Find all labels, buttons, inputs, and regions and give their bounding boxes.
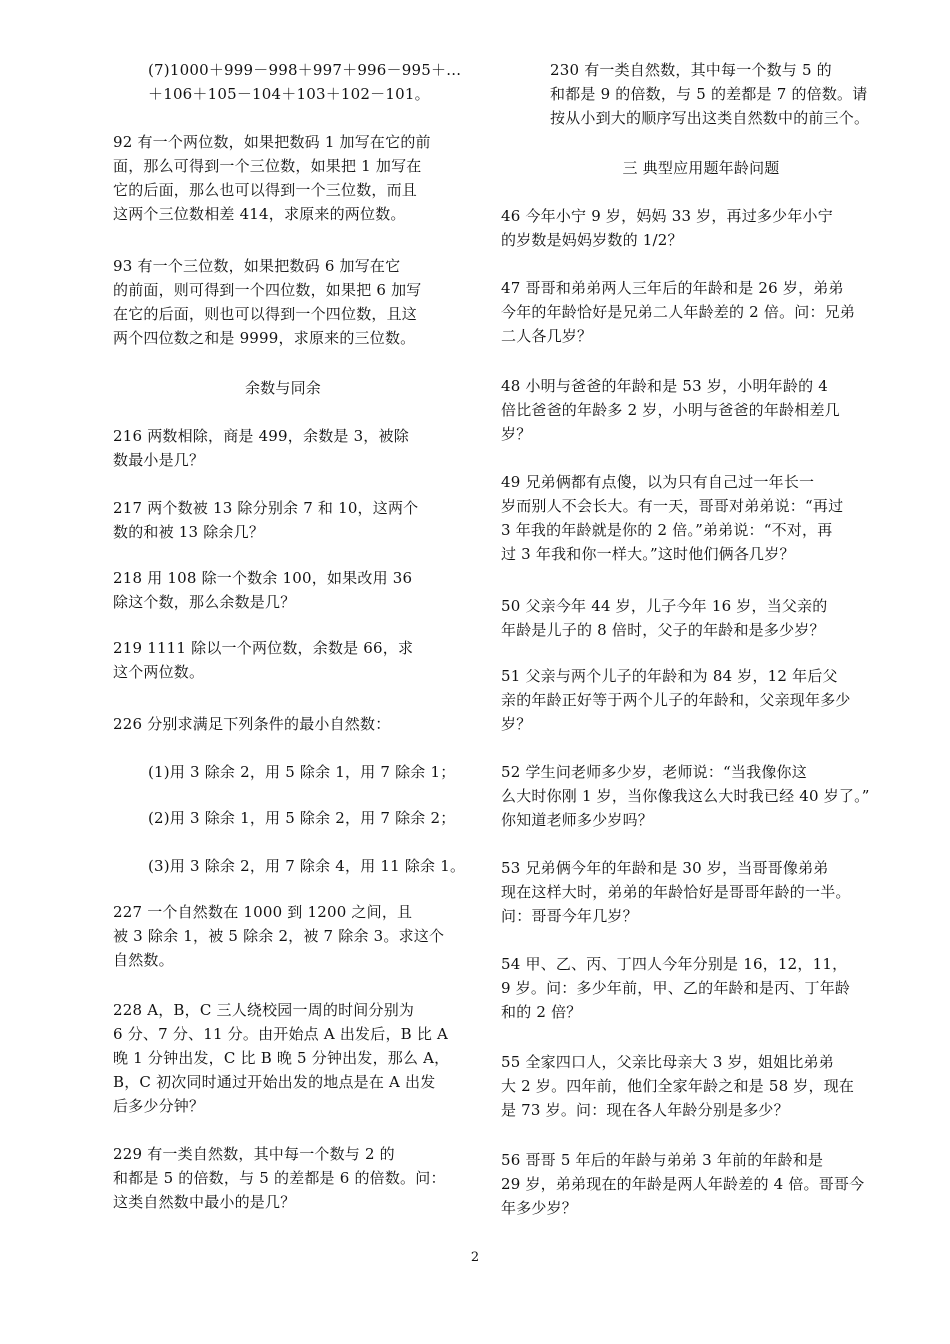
problem-51: 51 父亲与两个儿子的年龄和为 84 岁，12 年后父 亲的年龄正好等于两个儿子的年龄和，父亲现年多少 岁？ [501, 667, 851, 733]
problem-226: 226 分别求满足下列条件的最小自然数： [113, 715, 391, 733]
problem-56: 56 哥哥 5 年后的年龄与弟弟 3 年前的年龄和是 29 岁，弟弟现在的年龄是两人年龄差的 4 倍。哥哥今 年多少岁？ [501, 1151, 865, 1217]
page-number: 2 [470, 1250, 480, 1265]
problem-52: 52 学生问老师多少岁，老师说：“当我像你这 么大时你刚 1 岁，当你像我这么大时我已经 40 岁了。” 你知道老师多少岁吗？ [501, 763, 870, 829]
problem-47: 47 哥哥和弟弟两人三年后的年龄和是 26 岁，弟弟 今年的年龄恰好是兄弟二人年龄差的 2 倍。问：兄弟 二人各几岁？ [501, 279, 856, 345]
problem-228: 228 A，B，C 三人绕校园一周的时间分别为 6 分、7 分、11 分。由开始点 A 出发后，B 比 A 晚 1 分钟出发，C 比 B 晚 5 分钟出发，那么 A， B，C 初次同时通过开始出发的地点是在 A 出发 后多少分钟？ [113, 1001, 450, 1115]
problem-218: 218 用 108 除一个数余 100，如果改用 36 除这个数，那么余数是几？ [113, 569, 413, 611]
problem-227: 227 一个自然数在 1000 到 1200 之间，且 被 3 除余 1，被 5 除余 2，被 7 除余 3。求这个 自然数。 [113, 903, 445, 969]
problem-226-part-3: (3)用 3 除余 2，用 7 除余 4，用 11 除余 1。 [148, 857, 466, 875]
problem-50: 50 父亲今年 44 岁，儿子今年 16 岁，当父亲的 年龄是儿子的 8 倍时，父子的年龄和是多少岁？ [501, 597, 828, 639]
problem-49: 49 兄弟俩都有点傻，以为只有自己过一年长一 岁而别人不会长大。有一天，哥哥对弟弟说：“再过 3 年我的年龄就是你的 2 倍。”弟弟说：“不对，再 过 3 年我和你一样大。”这时他们俩各几岁？ [501, 473, 844, 563]
problem-92: 92 有一个两位数，如果把数码 1 加写在它的前 面，那么可得到一个三位数，如果把 1 加写在 它的后面，那么也可以得到一个三位数，而且 这两个三位数相差 414，求原来的两位数。 [113, 133, 431, 223]
problem-226-part-1: (1)用 3 除余 2，用 5 除余 1，用 7 除余 1； [148, 763, 456, 781]
problem-219: 219 1111 除以一个两位数，余数是 66，求 这个两位数。 [113, 639, 414, 681]
problem-226-part-2: (2)用 3 除余 1，用 5 除余 2，用 7 除余 2； [148, 809, 456, 827]
problem-53: 53 兄弟俩今年的年龄和是 30 岁，当哥哥像弟弟 现在这样大时，弟弟的年龄恰好是哥哥年龄的一半。 问：哥哥今年几岁？ [501, 859, 851, 925]
problem-48: 48 小明与爸爸的年龄和是 53 岁，小明年龄的 4 倍比爸爸的年龄多 2 岁，小明与爸爸的年龄相差几 岁？ [501, 377, 840, 443]
problem-216: 216 两数相除，商是 499，余数是 3，被除 数最小是几？ [113, 427, 409, 469]
problem-229: 229 有一类自然数，其中每一个数与 2 的 和都是 5 的倍数，与 5 的差都是 6 的倍数。问： 这类自然数中最小的是几？ [113, 1145, 446, 1211]
expression-7: (7)1000＋999－998＋997＋996－995＋… ＋106＋105－104＋103＋102－101。 [148, 61, 462, 103]
problem-230: 230 有一类自然数，其中每一个数与 5 的 和都是 9 的倍数，与 5 的差都是 7 的倍数。请 按从小到大的顺序写出这类自然数中的前三个。 [550, 61, 870, 127]
section-heading-age-problems: 三 典型应用题年龄问题 [622, 159, 780, 177]
problem-55: 55 全家四口人，父亲比母亲大 3 岁，姐姐比弟弟 大 2 岁。四年前，他们全家年龄之和是 58 岁，现在 是 73 岁。问：现在各人年龄分别是多少？ [501, 1053, 855, 1119]
problem-217: 217 两个数被 13 除分别余 7 和 10，这两个 数的和被 13 除余几？ [113, 499, 419, 541]
problem-93: 93 有一个三位数，如果把数码 6 加写在它 的前面，则可得到一个四位数，如果把 6 加写 在它的后面，则也可以得到一个四位数，且这 两个四位数之和是 9999，求原来的三位数。 [113, 257, 422, 347]
section-heading-remainder: 余数与同余 [244, 379, 321, 397]
problem-46: 46 今年小宁 9 岁，妈妈 33 岁，再过多少年小宁 的岁数是妈妈岁数的 1/2？ [501, 207, 833, 249]
problem-54: 54 甲、乙、丙、丁四人今年分别是 16，12，11， 9 岁。问：多少年前，甲、乙的年龄和是丙、丁年龄 和的 2 倍？ [501, 955, 851, 1021]
